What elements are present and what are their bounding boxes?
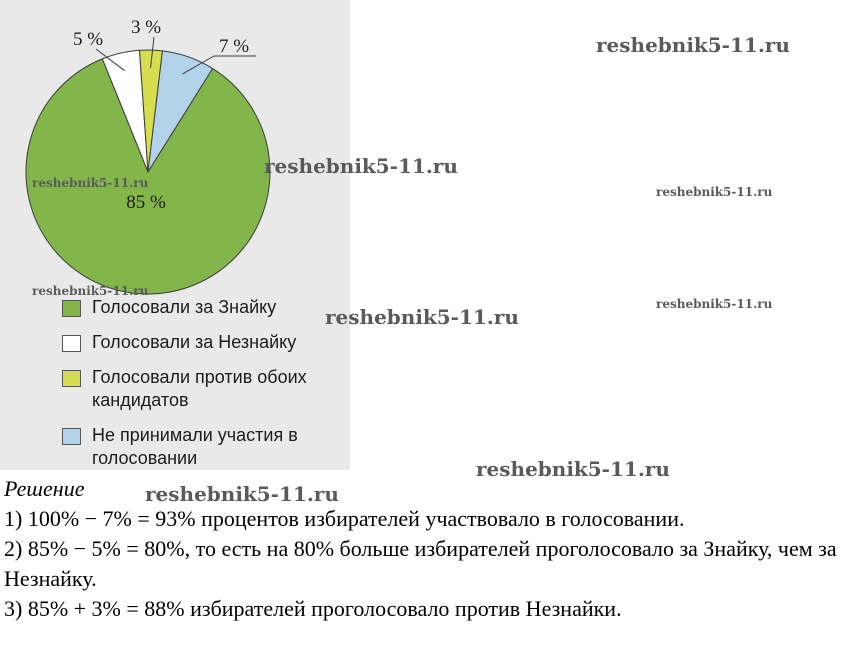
legend-label-znayka: Голосовали за Знайку (92, 297, 277, 317)
pie-label-against-both: 3 % (130, 17, 162, 38)
legend-item-neznayka (62, 331, 342, 354)
watermark: reshebnik5-11.ru (32, 176, 149, 190)
legend-item-against-both (62, 366, 342, 412)
legend-swatch-against-both (62, 370, 81, 387)
pie-label-znayka: 85 % (126, 192, 166, 213)
watermark: reshebnik5-11.ru (656, 185, 773, 199)
watermark: reshebnik5-11.ru (476, 457, 670, 481)
watermark: reshebnik5-11.ru (145, 482, 339, 506)
watermark: reshebnik5-11.ru (596, 33, 790, 57)
legend-item-znayka (62, 296, 342, 319)
watermark: reshebnik5-11.ru (325, 305, 519, 329)
pie-chart (0, 0, 350, 300)
legend-swatch-neznayka (62, 335, 81, 352)
figure-panel (0, 0, 350, 470)
watermark: reshebnik5-11.ru (656, 297, 773, 311)
legend-swatch-no-vote (62, 428, 81, 445)
chart-legend (62, 296, 342, 482)
solution-line-1: 1) 100% − 7% = 93% процентов избирателей участвовало в голосовании. (4, 506, 685, 531)
legend-swatch-znayka (62, 300, 81, 317)
pie-label-neznayka: 5 % (72, 29, 104, 50)
solution-heading: Решение (4, 476, 85, 501)
pie-label-no-vote: 7 % (218, 36, 250, 57)
legend-item-no-vote (62, 424, 342, 470)
solution-line-2: 2) 85% − 5% = 80%, то есть на 80% больше избирателей проголосовало за Знайку, чем за Незнайку. (4, 536, 837, 591)
watermark: reshebnik5-11.ru (32, 284, 149, 298)
legend-label-neznayka: Голосовали за Незнайку (92, 332, 297, 352)
watermark: reshebnik5-11.ru (264, 154, 458, 178)
solution-block (4, 474, 854, 624)
legend-label-no-vote: Не принимали участия в голосовании (92, 425, 298, 468)
solution-line-3: 3) 85% + 3% = 88% избирателей проголосовало против Незнайки. (4, 596, 622, 621)
legend-label-against-both: Голосовали против обоих кандидатов (92, 367, 307, 410)
